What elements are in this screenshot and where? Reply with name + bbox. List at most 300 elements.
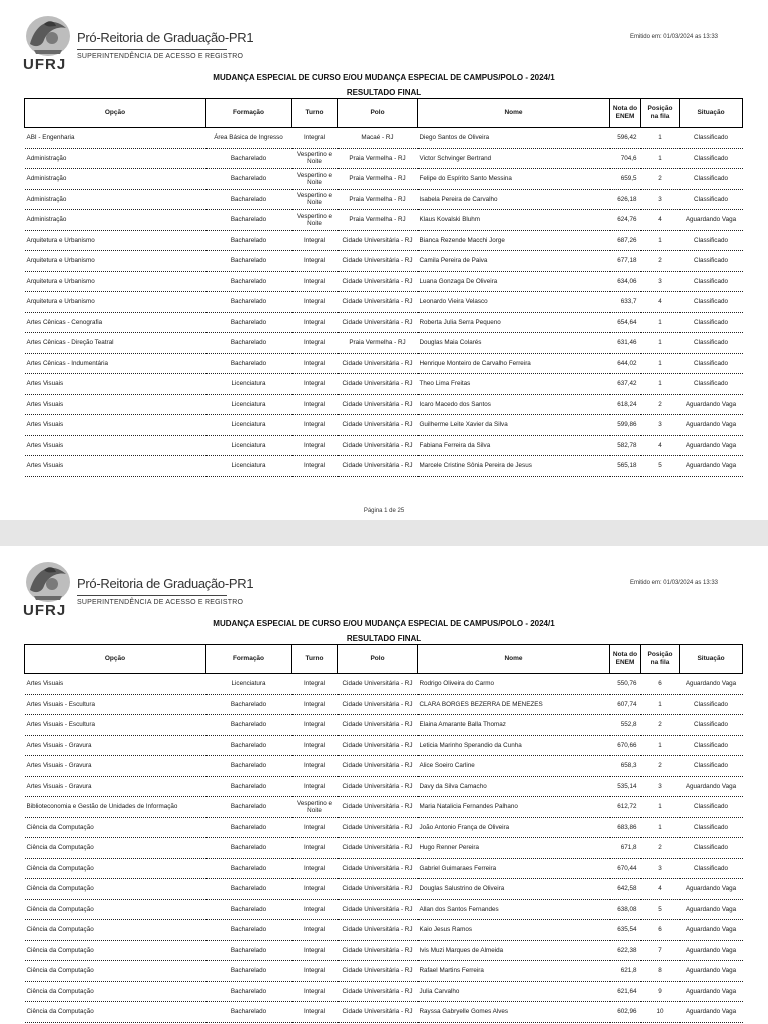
cell-posicao: 8 [641,961,680,982]
cell-posicao: 6 [641,920,680,941]
document-subtitle: RESULTADO FINAL [346,88,422,97]
table-row [25,940,743,961]
cell-polo: Cidade Universitária - RJ [338,797,418,818]
cell-nome: Rodrigo Oliveira do Carmo [418,674,610,695]
cell-situacao: Aguardando Vaga [680,879,743,900]
table-row [25,271,743,292]
cell-posicao: 1 [641,148,680,169]
cell-posicao: 1 [641,353,680,374]
emitted-timestamp: Emitido em: 01/03/2024 as 13:33 [629,34,718,40]
cell-nome: Fabiana Ferreira da Silva [418,435,610,456]
cell-nota: 552,8 [610,715,641,736]
cell-formacao: Licenciatura [206,394,292,415]
cell-opcao: Ciência da Computação [25,899,206,920]
cell-nota: 621,8 [610,961,641,982]
table-row [25,961,743,982]
cell-nota: 677,18 [610,251,641,272]
institution-name: Pró-Reitoria de Graduação-PR1 [77,30,254,45]
cell-polo: Cidade Universitária - RJ [338,756,418,777]
cell-turno: Integral [292,981,338,1002]
cell-polo: Cidade Universitária - RJ [338,715,418,736]
cell-nome: Guilherme Leite Xavier da Silva [418,415,610,436]
document-title-block [0,616,768,646]
cell-turno: Integral [292,374,338,395]
cell-nota: 618,24 [610,394,641,415]
table-row [25,735,743,756]
cell-nome: Leonardo Vieira Velasco [418,292,610,313]
cell-nota: 631,46 [610,333,641,354]
cell-nota: 612,72 [610,797,641,818]
cell-situacao: Classificado [680,271,743,292]
table-header-row [25,99,743,128]
cell-polo: Macaé - RJ [338,128,418,149]
cell-nome: Julia Carvalho [418,981,610,1002]
cell-formacao: Bacharelado [206,879,292,900]
cell-situacao: Aguardando Vaga [680,674,743,695]
cell-situacao: Classificado [680,230,743,251]
cell-turno: Integral [292,333,338,354]
cell-posicao: 2 [641,715,680,736]
cell-opcao: Artes Visuais [25,374,206,395]
table-row [25,1002,743,1023]
cell-nota: 621,64 [610,981,641,1002]
cell-posicao: 1 [641,694,680,715]
table-header-row [25,645,743,674]
cell-posicao: 1 [641,128,680,149]
table-row [25,858,743,879]
cell-polo: Cidade Universitária - RJ [338,394,418,415]
cell-nota: 602,96 [610,1002,641,1023]
cell-polo: Cidade Universitária - RJ [338,1002,418,1023]
cell-situacao: Classificado [680,797,743,818]
cell-nome: Davy da Silva Camacho [418,776,610,797]
table-row [25,435,743,456]
document-page-2 [0,546,768,1024]
cell-opcao: Artes Cênicas - Direção Teatral [25,333,206,354]
cell-nome: Elaina Amarante Balla Thomaz [418,715,610,736]
cell-situacao: Aguardando Vaga [680,415,743,436]
table-row [25,394,743,415]
cell-formacao: Bacharelado [206,858,292,879]
table-row [25,312,743,333]
cell-formacao: Bacharelado [206,169,292,190]
cell-situacao: Aguardando Vaga [680,435,743,456]
cell-posicao: 3 [641,776,680,797]
cell-opcao: Artes Visuais [25,394,206,415]
cell-posicao: 10 [641,1002,680,1023]
cell-situacao: Classificado [680,169,743,190]
cell-opcao: Ciência da Computação [25,940,206,961]
cell-situacao: Aguardando Vaga [680,210,743,231]
col-posicao: Posição na fila [641,99,680,128]
cell-posicao: 3 [641,189,680,210]
cell-polo: Cidade Universitária - RJ [338,271,418,292]
col-polo: Polo [338,99,418,128]
cell-polo: Cidade Universitária - RJ [338,353,418,374]
cell-opcao: Ciência da Computação [25,1002,206,1023]
cell-posicao: 3 [641,415,680,436]
table-body-page-1 [25,128,743,477]
cell-opcao: Administração [25,189,206,210]
cell-posicao: 7 [641,940,680,961]
cell-turno: Integral [292,230,338,251]
cell-situacao: Aguardando Vaga [680,940,743,961]
cell-posicao: 1 [641,230,680,251]
cell-formacao: Bacharelado [206,961,292,982]
cell-nota: 683,86 [610,817,641,838]
cell-turno: Vespertino e Noite [292,189,338,210]
cell-turno: Integral [292,920,338,941]
table-row [25,353,743,374]
cell-polo: Cidade Universitária - RJ [338,858,418,879]
cell-nota: 687,26 [610,230,641,251]
document-title: MUDANÇA ESPECIAL DE CURSO E/OU MUDANÇA ESPECIAL DE CAMPUS/POLO - 2024/1 [213,73,555,82]
cell-nota: 670,66 [610,735,641,756]
cell-turno: Integral [292,776,338,797]
cell-formacao: Bacharelado [206,735,292,756]
cell-nome: Hugo Renner Pereira [418,838,610,859]
cell-nota: 599,86 [610,415,641,436]
table-row [25,879,743,900]
cell-situacao: Classificado [680,148,743,169]
cell-turno: Vespertino e Noite [292,210,338,231]
table-row [25,899,743,920]
cell-formacao: Bacharelado [206,694,292,715]
cell-formacao: Bacharelado [206,1002,292,1023]
results-table [24,98,743,477]
document-title-block [0,70,768,100]
cell-opcao: Artes Visuais - Escultura [25,715,206,736]
cell-situacao: Classificado [680,189,743,210]
cell-turno: Integral [292,292,338,313]
cell-situacao: Classificado [680,374,743,395]
cell-polo: Cidade Universitária - RJ [338,415,418,436]
cell-turno: Integral [292,394,338,415]
cell-formacao: Bacharelado [206,251,292,272]
cell-nota: 582,78 [610,435,641,456]
cell-formacao: Bacharelado [206,797,292,818]
cell-opcao: Artes Visuais - Gravura [25,756,206,777]
cell-opcao: Artes Visuais - Gravura [25,776,206,797]
cell-turno: Integral [292,735,338,756]
table-row [25,128,743,149]
cell-nota: 704,6 [610,148,641,169]
cell-nome: Marcele Cristine Sônia Pereira de Jesus [418,456,610,477]
col-nome: Nome [418,645,610,674]
cell-nota: 624,76 [610,210,641,231]
cell-formacao: Bacharelado [206,981,292,1002]
cell-opcao: Arquitetura e Urbanismo [25,292,206,313]
cell-polo: Praia Vermelha - RJ [338,210,418,231]
cell-nota: 596,42 [610,128,641,149]
cell-polo: Cidade Universitária - RJ [338,879,418,900]
cell-nome: CLARA BORGES BEZERRA DE MENEZES [418,694,610,715]
table-body-page-2 [25,674,743,1023]
table-row [25,756,743,777]
col-situacao: Situação [680,645,743,674]
table-row [25,674,743,695]
cell-opcao: Artes Visuais - Escultura [25,694,206,715]
cell-situacao: Aguardando Vaga [680,1002,743,1023]
cell-polo: Cidade Universitária - RJ [338,251,418,272]
cell-formacao: Bacharelado [206,292,292,313]
cell-posicao: 2 [641,394,680,415]
cell-nota: 550,76 [610,674,641,695]
cell-opcao: Ciência da Computação [25,961,206,982]
ufrj-logo [22,14,254,74]
cell-nome: Victor Schvinger Bertrand [418,148,610,169]
cell-turno: Vespertino e Noite [292,148,338,169]
cell-turno: Vespertino e Noite [292,797,338,818]
cell-nota: 671,8 [610,838,641,859]
ufrj-logo [22,560,254,620]
cell-nota: 638,08 [610,899,641,920]
table-row [25,715,743,736]
cell-opcao: Ciência da Computação [25,920,206,941]
cell-polo: Cidade Universitária - RJ [338,899,418,920]
superintendence-name: SUPERINTENDÊNCIA DE ACESSO E REGISTRO [77,53,244,60]
cell-turno: Integral [292,694,338,715]
table-row [25,210,743,231]
cell-turno: Integral [292,435,338,456]
cell-situacao: Classificado [680,838,743,859]
cell-turno: Integral [292,456,338,477]
cell-opcao: Ciência da Computação [25,858,206,879]
cell-formacao: Licenciatura [206,456,292,477]
cell-formacao: Bacharelado [206,353,292,374]
cell-polo: Cidade Universitária - RJ [338,940,418,961]
cell-posicao: 9 [641,981,680,1002]
ufrj-seal-icon [22,14,74,60]
cell-situacao: Aguardando Vaga [680,920,743,941]
cell-turno: Integral [292,756,338,777]
cell-posicao: 1 [641,797,680,818]
cell-nota: 670,44 [610,858,641,879]
cell-nota: 642,58 [610,879,641,900]
cell-turno: Integral [292,879,338,900]
cell-nome: Douglas Salustrino de Oliveira [418,879,610,900]
col-nome: Nome [418,99,610,128]
cell-posicao: 2 [641,169,680,190]
table-row [25,333,743,354]
table-row [25,797,743,818]
cell-nome: Kaio Jesus Ramos [418,920,610,941]
table-row [25,374,743,395]
cell-opcao: Ciência da Computação [25,817,206,838]
cell-turno: Integral [292,715,338,736]
cell-polo: Cidade Universitária - RJ [338,694,418,715]
cell-nota: 635,54 [610,920,641,941]
cell-situacao: Aguardando Vaga [680,961,743,982]
cell-opcao: Artes Cênicas - Indumentária [25,353,206,374]
cell-nota: 634,06 [610,271,641,292]
cell-nome: Camila Pereira de Paiva [418,251,610,272]
cell-nome: Icaro Macedo dos Santos [418,394,610,415]
cell-polo: Cidade Universitária - RJ [338,456,418,477]
ufrj-wordmark: UFRJ [23,56,67,73]
cell-opcao: Artes Visuais [25,456,206,477]
cell-nota: 622,38 [610,940,641,961]
cell-nota: 658,3 [610,756,641,777]
cell-formacao: Bacharelado [206,776,292,797]
cell-nome: Felipe do Espírito Santo Messina [418,169,610,190]
cell-nome: Leticia Marinho Sperandio da Cunha [418,735,610,756]
cell-formacao: Licenciatura [206,415,292,436]
cell-posicao: 4 [641,435,680,456]
cell-turno: Integral [292,817,338,838]
cell-nome: Isabela Pereira de Carvalho [418,189,610,210]
cell-turno: Integral [292,128,338,149]
cell-posicao: 3 [641,858,680,879]
cell-situacao: Aguardando Vaga [680,981,743,1002]
cell-polo: Cidade Universitária - RJ [338,735,418,756]
cell-nome: João Antonio França de Oliveira [418,817,610,838]
cell-posicao: 1 [641,374,680,395]
cell-polo: Praia Vermelha - RJ [338,333,418,354]
table-row [25,838,743,859]
cell-formacao: Bacharelado [206,817,292,838]
cell-situacao: Aguardando Vaga [680,776,743,797]
ufrj-seal-icon [22,560,74,606]
cell-turno: Integral [292,312,338,333]
table-row [25,169,743,190]
cell-formacao: Bacharelado [206,312,292,333]
cell-polo: Cidade Universitária - RJ [338,776,418,797]
col-opcao: Opção [25,99,206,128]
cell-polo: Cidade Universitária - RJ [338,435,418,456]
cell-turno: Integral [292,961,338,982]
cell-opcao: Artes Visuais - Gravura [25,735,206,756]
cell-situacao: Classificado [680,251,743,272]
cell-polo: Cidade Universitária - RJ [338,838,418,859]
table-row [25,292,743,313]
cell-formacao: Área Básica de Ingresso [206,128,292,149]
cell-situacao: Classificado [680,353,743,374]
cell-nome: Alice Soeiro Carline [418,756,610,777]
cell-formacao: Bacharelado [206,940,292,961]
cell-opcao: Ciência da Computação [25,879,206,900]
col-formacao: Formação [206,99,292,128]
cell-turno: Integral [292,1002,338,1023]
cell-opcao: Biblioteconomia e Gestão de Unidades de Informação [25,797,206,818]
cell-nome: Bianca Rezende Macchi Jorge [418,230,610,251]
header-rule [77,49,227,50]
cell-situacao: Aguardando Vaga [680,899,743,920]
cell-formacao: Bacharelado [206,148,292,169]
cell-opcao: Ciência da Computação [25,981,206,1002]
cell-nome: Roberta Julia Serra Pequeno [418,312,610,333]
cell-formacao: Licenciatura [206,435,292,456]
cell-turno: Integral [292,271,338,292]
cell-situacao: Classificado [680,312,743,333]
cell-formacao: Bacharelado [206,271,292,292]
col-situacao: Situação [680,99,743,128]
cell-situacao: Classificado [680,817,743,838]
cell-situacao: Classificado [680,756,743,777]
cell-nota: 637,42 [610,374,641,395]
cell-formacao: Bacharelado [206,899,292,920]
cell-situacao: Classificado [680,735,743,756]
cell-polo: Cidade Universitária - RJ [338,961,418,982]
cell-nota: 535,14 [610,776,641,797]
cell-nome: Theo Lima Freitas [418,374,610,395]
cell-nome: Klaus Kovalski Bluhm [418,210,610,231]
cell-nome: Gabriel Guimaraes Ferreira [418,858,610,879]
cell-situacao: Aguardando Vaga [680,456,743,477]
emitted-timestamp: Emitido em: 01/03/2024 as 13:33 [629,580,718,586]
cell-posicao: 5 [641,456,680,477]
col-posicao: Posição na fila [641,645,680,674]
cell-formacao: Bacharelado [206,920,292,941]
cell-turno: Integral [292,899,338,920]
table-row [25,920,743,941]
cell-polo: Cidade Universitária - RJ [338,230,418,251]
table-row [25,817,743,838]
cell-posicao: 4 [641,879,680,900]
col-turno: Turno [292,99,338,128]
results-table [24,644,743,1023]
header-rule [77,595,227,596]
col-formacao: Formação [206,645,292,674]
cell-opcao: Arquitetura e Urbanismo [25,271,206,292]
cell-polo: Cidade Universitária - RJ [338,374,418,395]
cell-formacao: Bacharelado [206,715,292,736]
table-row [25,415,743,436]
cell-polo: Cidade Universitária - RJ [338,674,418,695]
cell-turno: Integral [292,940,338,961]
cell-formacao: Licenciatura [206,674,292,695]
cell-nota: 633,7 [610,292,641,313]
cell-polo: Cidade Universitária - RJ [338,292,418,313]
col-nota: Nota do ENEM [610,645,641,674]
cell-formacao: Bacharelado [206,230,292,251]
cell-situacao: Classificado [680,694,743,715]
cell-posicao: 4 [641,292,680,313]
table-row [25,456,743,477]
cell-nome: Rafael Martins Ferreira [418,961,610,982]
cell-opcao: Arquitetura e Urbanismo [25,230,206,251]
cell-nota: 659,5 [610,169,641,190]
cell-formacao: Bacharelado [206,210,292,231]
cell-opcao: Artes Visuais [25,415,206,436]
cell-turno: Integral [292,838,338,859]
cell-situacao: Aguardando Vaga [680,394,743,415]
cell-nome: Douglas Maia Colarés [418,333,610,354]
cell-opcao: Administração [25,169,206,190]
cell-posicao: 2 [641,838,680,859]
cell-formacao: Bacharelado [206,189,292,210]
col-polo: Polo [338,645,418,674]
cell-situacao: Classificado [680,333,743,354]
cell-posicao: 2 [641,251,680,272]
cell-turno: Integral [292,674,338,695]
table-row [25,776,743,797]
cell-situacao: Classificado [680,292,743,313]
cell-polo: Cidade Universitária - RJ [338,817,418,838]
cell-nome: Luana Gonzaga De Oliveira [418,271,610,292]
superintendence-name: SUPERINTENDÊNCIA DE ACESSO E REGISTRO [77,599,244,606]
col-opcao: Opção [25,645,206,674]
cell-opcao: Artes Cênicas - Cenografia [25,312,206,333]
table-row [25,251,743,272]
table-row [25,981,743,1002]
table-row [25,189,743,210]
table-row [25,148,743,169]
cell-opcao: Administração [25,210,206,231]
cell-posicao: 1 [641,312,680,333]
cell-opcao: Arquitetura e Urbanismo [25,251,206,272]
cell-posicao: 1 [641,817,680,838]
